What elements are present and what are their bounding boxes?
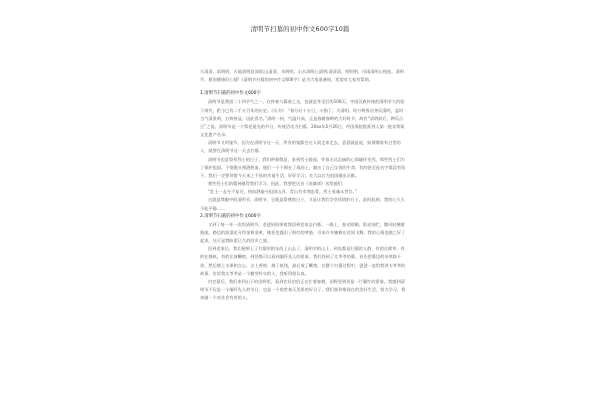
section-heading: 1.清明节扫墓的初中作文600字 [200,91,261,97]
document-body [200,68,406,394]
section-heading: 2.清明节扫墓的初中作文600字 [200,213,261,219]
body-paragraph: 这就是我眼中的清明节，清明节，它既是祭奠的日子，又是让我们学会珍惜的日子。此时此刻，我的心久久不能平静…… [200,197,405,211]
body-paragraph: 扫完墓后，我们来到山下的田野里，看到农民伯伯正在忙着春耕，田野里到处是一片繁忙的景象。我感到清明节不仅是一个缅怀先人的节日，也是一个欣赏春天美景的好日子。我们要珍惜现在的美好生活，努力学习，将来做一个对社会有用的人。 [200,278,406,301]
document-title: 清明节扫墓的初中作文600字10篇 [250,25,350,33]
body-paragraph: 清明节是我国二十四节气之一，在仲春与暮春之交，也就是冬至后的108天。中国汉族传统的清明节大约始于周代，距今已有二千五百年的历史。《历书》：“春分后十五日，斗指丁，为清明。时万物皆洁齐而清明，盖时当气清景明，万物皆显，因此得名。”清明一到，气温升高，正是春耕春种的大好时节，故有“清明前后，种瓜点豆”之说。清明节是一个祭祀祖先的节日，传统活动为扫墓。20xx年5月20日，经国务院批准列入第一批非物质文化遗产名录。 [200,99,405,138]
body-paragraph: 清明节也是祭拜烈士的日子，我们带着敬意，来到烈士陵园，怀着无比沉痛的心情缅怀先烈。那些烈士们为了保护祖国，不惜抛头颅洒热血，他们一个个倒在了战场上，献出了自己宝贵的生命，有的甚至连名字都没有留下。我们一定要珍惜今天来之不易的幸福生活，好好学习，长大以后为祖国做出贡献。 [200,156,406,178]
intro-paragraph: 天清清，雨明明，天地清明意深情;山清清，水明明，山水清明心清明;清清清，明明明，风雨清明心相连。清明节，愿你健康好心情!《清明节扫墓的初中作文600字》是为大家准备的，希望对大家有帮助。 [200,69,404,83]
body-paragraph: “壮士一去兮不复还，热血洒遍兮祖国山河。青山有幸埋忠骨，烈士英魂永世存。” [208,189,357,195]
body-paragraph: 回到老家后，我们便带上了扫墓用的东西上山去了。清明节的山上，到处都是扫墓的人群，有的在除草，有的在烧纸，有的在放鞭炮，到处都可以看到缅怀先人的景象。我们找到了太爷爷的墓，首先把墓边的杂草除干净，然后摆上水果和点心，点上香烛，烧了纸钱，最后放了鞭炮。在整个扫墓过程中，爸爸一直给我讲太爷爷的故事，告诉我太爷爷是一个勤劳朴实的人，我听得很认真。 [200,246,406,276]
body-paragraph: 又到了每一年一次的清明节，老爸妈妈带着我回到老家去扫墓。一路上，春光明媚，阳光灿烂，微风轻拂着脸庞，路边的油菜花开得金黄金黄，桃花也露出了粉红的笑脸，引来许多蜜蜂在花间飞舞，我的心情也随之好了起来，这可是我盼望已久的回乡之旅。 [200,221,406,244]
body-paragraph: 那些烈士们的精神值得我们学习。因此，我要把这首《英雄颂》送给他们： [208,181,347,187]
body-paragraph: 清明节又叫鬼节，因为在清明节这一天，所有的鬼都会在人间走来走去，意思就是说，如果哪家有过世的人，就要在清明节这一天去扫墓。 [200,140,401,154]
